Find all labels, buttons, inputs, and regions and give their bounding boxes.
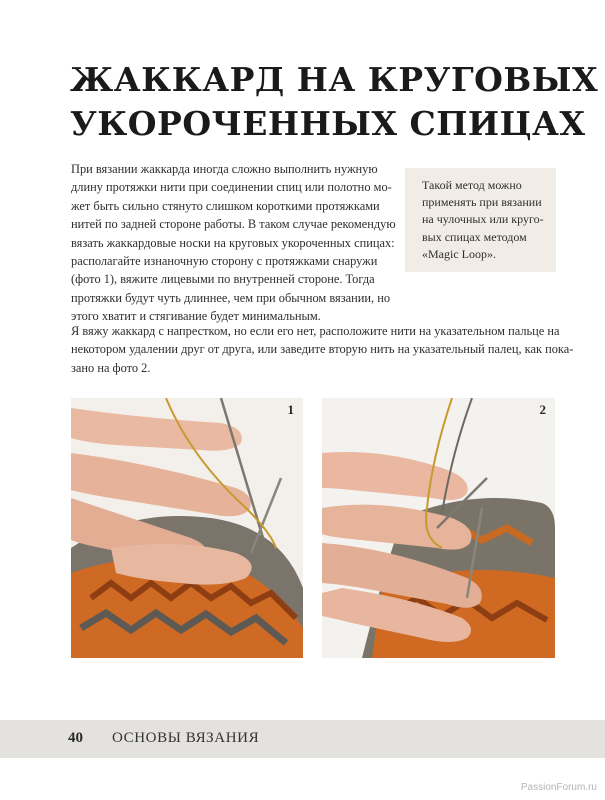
para2-line: некотором удалении друг от друга, или заведите вторую нить на указательный палец, как пока- [71,342,574,357]
tip-line: применять при вязании [422,195,542,210]
intro-line: располагайте изнаночную сторону с протяжками снаружи [71,254,378,269]
intro-line: длину протяжки нити при соединении спиц или полотно мо- [71,180,392,195]
section-title: ОСНОВЫ ВЯЗАНИЯ [112,730,260,746]
photo-1 [71,398,303,658]
knitting-photo-2-image [322,398,555,658]
photo-number: 1 [287,402,294,417]
intro-line: (фото 1), вяжите лицевыми по внутренней стороне. Тогда [71,272,375,287]
intro-line: При вязании жаккарда иногда сложно выполнить нужную [71,162,378,176]
intro-line: жет быть сильно стянуто слишком короткими протяжками [71,198,380,213]
para2-line: Я вяжу жаккард с напрестком, но если его нет, расположите нити на указательном пальце на [71,324,560,338]
title-line-1: ЖАККАРД НА КРУГОВЫХ [70,60,599,99]
title-line-2: УКОРОЧЕННЫХ СПИЦАХ [70,104,586,143]
intro-line: вязать жаккардовые носки на круговых укороченных спицах: [71,235,395,250]
photo-2 [322,398,555,658]
watermark: PassionForum.ru [520,782,597,793]
tip-sidebar [405,168,556,272]
tip-line: Такой метод можно [422,178,522,192]
intro-line: этого хватит и стягивание будет минимальным. [71,309,321,324]
para2-line: зано на фото 2. [71,360,151,375]
intro-line: нитей по задней стороне работы. В таком случае рекомендую [71,217,396,232]
tip-line: на чулочных или круго- [422,212,544,227]
intro-paragraph [71,160,396,326]
intro-line: протяжки будут чуть длиннее, чем при обычном вязании, но [71,290,391,305]
tip-line: «Magic Loop». [422,246,496,261]
page-footer [0,720,605,758]
knitting-photo-1-image [71,398,303,658]
page-title [70,58,599,146]
second-paragraph [71,322,574,377]
tip-line: вых спицах методом [422,229,527,244]
photo-number: 2 [539,402,546,417]
page-number: 40 [68,730,83,746]
